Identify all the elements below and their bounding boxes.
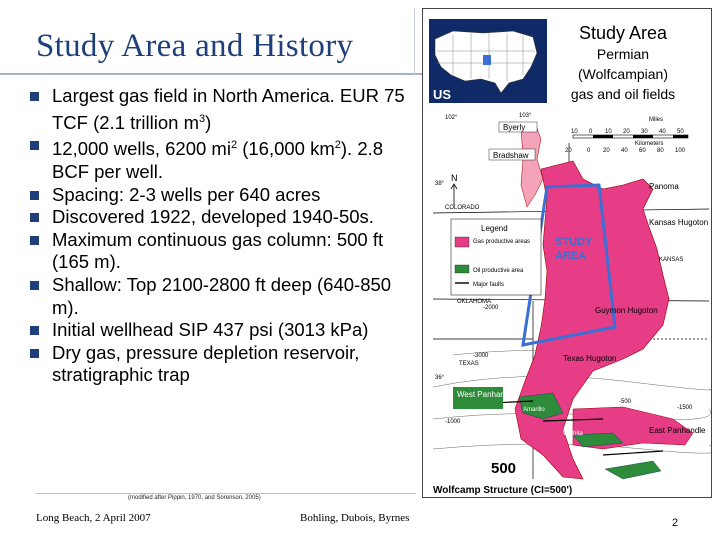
city-label-wichita: Wichita — [563, 431, 583, 437]
north-arrow-icon — [451, 184, 457, 205]
state-label: TEXAS — [459, 361, 479, 367]
scale-tick: 20 — [565, 148, 572, 154]
bullet-item: Dry gas, pressure depletion reservoir, stratigraphic trap — [30, 342, 410, 387]
study-area-map — [422, 8, 712, 498]
footer-event: Long Beach, 2 April 2007 — [36, 512, 151, 524]
city-label-amarillo: Amarillo — [523, 407, 545, 413]
scale-bar — [573, 135, 688, 138]
scale-bar-fill — [633, 135, 653, 138]
square-bullet-icon — [30, 349, 39, 358]
scale-miles-label: Miles — [649, 117, 664, 123]
longitude-label: 103° — [519, 113, 532, 119]
scale-tick: 0 — [589, 129, 593, 135]
title-divider-vertical — [414, 8, 415, 74]
study-area-label: AREA — [555, 250, 587, 262]
scale-tick: 10 — [571, 129, 578, 135]
scale-tick: 0 — [587, 148, 591, 154]
bullet-list — [30, 85, 410, 387]
scale-km-label: Kilometers — [635, 141, 664, 147]
map-subtitle-line: (Wolfcampian) — [578, 66, 668, 82]
field-label-bradshaw: Bradshaw — [493, 151, 529, 160]
scale-tick: 80 — [657, 148, 664, 154]
scale-tick: 30 — [641, 129, 648, 135]
latitude-label: 38° — [435, 181, 445, 187]
longitude-label: 102° — [445, 115, 458, 121]
bullet-item: Discovered 1922, developed 1940-50s. — [30, 206, 410, 229]
scale-tick: 100 — [675, 148, 686, 154]
structure-caption: Wolfcamp Structure (CI=500') — [433, 485, 573, 496]
square-bullet-icon — [30, 281, 39, 290]
footer-divider — [36, 493, 416, 494]
field-label-east-panhandle: East Panhandle — [649, 426, 706, 435]
scale-tick: 40 — [621, 148, 628, 154]
square-bullet-icon — [30, 141, 39, 150]
map-subtitle-line: Permian — [596, 46, 650, 62]
map-canvas — [423, 9, 712, 498]
state-label: OKLAHOMA — [457, 299, 492, 305]
contour-label: 500 — [491, 460, 517, 477]
contour-label: -2000 — [483, 305, 499, 311]
bullet-item: Initial wellhead SIP 437 psi (3013 kPa) — [30, 319, 410, 342]
bullet-item: Maximum continuous gas column: 500 ft (165 m). — [30, 229, 410, 274]
north-label: N — [451, 173, 458, 183]
square-bullet-icon — [30, 236, 39, 245]
inset-label: US — [433, 87, 452, 102]
legend-item: Oil productive area — [473, 268, 524, 274]
bullet-item: Shallow: Top 2100-2800 ft deep (640-850 m). — [30, 274, 410, 319]
map-title: Study Area — [578, 23, 668, 43]
scale-tick: 20 — [623, 129, 630, 135]
scale-tick: 20 — [603, 148, 610, 154]
bullet-item: Largest gas field in North America. EUR 75 TCF (2.1 trillion $m^3$) — [30, 85, 410, 134]
square-bullet-icon — [30, 92, 39, 101]
legend-swatch-gas — [455, 237, 469, 247]
inset-study-area-marker — [483, 55, 491, 65]
state-label: KANSAS — [659, 257, 684, 263]
map-subtitle-line: gas and oil fields — [570, 86, 676, 102]
contour-label: -1500 — [677, 405, 693, 411]
scale-tick: 60 — [639, 148, 646, 154]
study-area-label: STUDY — [555, 236, 593, 248]
scale-tick: 10 — [605, 129, 612, 135]
legend-item: Major faults — [473, 282, 505, 288]
contour-line — [433, 444, 712, 453]
scale-tick: 50 — [677, 129, 684, 135]
bullet-item: 12,000 wells, 6200 $mi^2$ (16,000 $km^2$). 2.8 BCF per well. — [30, 134, 410, 183]
field-label-panoma: Panoma — [649, 182, 679, 191]
slide-title: Study Area and History — [36, 28, 354, 64]
field-label-byerly: Byerly — [503, 123, 526, 132]
scale-bar-fill — [593, 135, 613, 138]
square-bullet-icon — [30, 191, 39, 200]
byerly-field — [521, 123, 543, 207]
state-label: COLORADO — [445, 205, 480, 211]
title-divider — [0, 73, 422, 75]
legend-title: Legend — [481, 224, 508, 233]
contour-label: -500 — [619, 399, 632, 405]
square-bullet-icon — [30, 326, 39, 335]
legend-swatch-oil — [455, 265, 469, 273]
legend-item: Gas productive areas — [473, 239, 531, 245]
field-label-guymon-hugoton: Guymon Hugoton — [595, 306, 658, 315]
scale-bar-fill — [673, 135, 688, 138]
page-number: 2 — [672, 517, 679, 529]
map-credit: (modified after Pippin, 1970, and Sorenson, 2005) — [128, 495, 261, 501]
field-label-kansas-hugoton: Kansas Hugoton — [649, 218, 709, 227]
contour-label: -3000 — [473, 353, 489, 359]
field-label-texas-hugoton: Texas Hugoton — [563, 354, 617, 363]
field-label-west-panhandle: West Panhandle — [457, 390, 516, 399]
latitude-label: 36° — [435, 375, 445, 381]
contour-label: -1000 — [445, 419, 461, 425]
scale-tick: 40 — [659, 129, 666, 135]
bullet-item: Spacing: 2-3 wells per 640 acres — [30, 184, 410, 207]
oil-field — [605, 461, 661, 479]
footer-authors: Bohling, Dubois, Byrnes — [300, 512, 410, 524]
square-bullet-icon — [30, 213, 39, 222]
